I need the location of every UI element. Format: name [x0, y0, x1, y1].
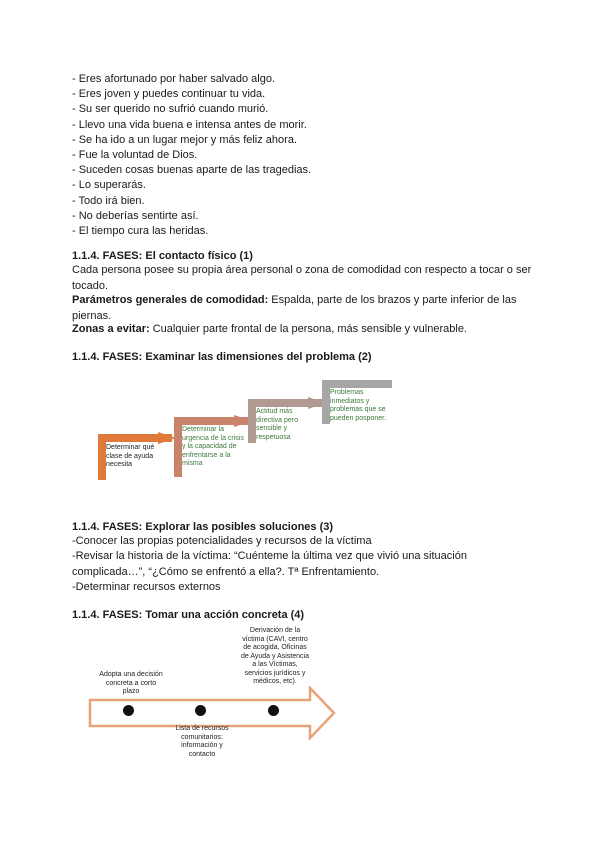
comfort-params-text: Espalda, parte de los brazos y parte inferior de las piernas.: [72, 294, 517, 322]
list-item: - Todo irá bien.: [72, 194, 145, 207]
timeline-label-top-left: Adopta una decisión concreta a corto plazo: [99, 671, 163, 695]
comfort-params-label: Parámetros generales de comodidad:: [72, 294, 269, 306]
timeline-dot-3: [268, 705, 279, 716]
list-item: - Llevo una vida buena e intensa antes de morir.: [72, 118, 307, 131]
timeline-dot-2: [195, 705, 206, 716]
avoid-zones-text: Cualquier parte frontal de la persona, más sensible y vulnerable.: [149, 323, 467, 335]
list-item: - Eres afortunado por haber salvado algo.: [72, 73, 276, 85]
avoid-zones-label: Zonas a evitar:: [72, 323, 150, 335]
section-1-title: 1.1.4. FASES: El contacto físico (1): [72, 250, 253, 262]
list-item: - Fue la voluntad de Dios.: [72, 148, 198, 161]
section-1-intro: Cada persona posee su propia área personal o zona de comodidad con respecto a tocar o ser tocado.: [72, 264, 532, 292]
section-2-title: 1.1.4. FASES: Examinar las dimensiones del problema (2): [72, 351, 372, 363]
list-item: - Lo superarás.: [72, 179, 146, 192]
list-item: - Suceden cosas buenas aparte de las tragedias.: [72, 164, 312, 177]
list-item: - Eres joven y puedes continuar tu vida.: [72, 88, 266, 101]
list-item: - No deberías sentirte así.: [72, 209, 199, 222]
timeline-label-top-right: Derivación de la víctima (CAVI, centro de acogida, Oficinas de Ayuda y Asistencia a las Víctimas, servicios jurídicos y médicos, etc).: [241, 627, 309, 685]
section-3-line-3: -Determinar recursos externos: [72, 581, 221, 593]
step-4-text: Problemas inmediatos y problemas que se pueden posponer.: [330, 389, 387, 422]
section-3-line-2: -Revisar la historia de la víctima: “Cuénteme la última vez que vivió una situación complicada…”, “¿Cómo se enfrentó a ella?. Tª Enfrentamiento.: [72, 550, 467, 578]
timeline-label-bottom: Lista de recursos comunitarios: información y contacto: [175, 725, 229, 758]
section-3-line-1: -Conocer las propias potencialidades y recursos de la víctima: [72, 535, 372, 547]
list-item: - El tiempo cura las heridas.: [72, 224, 209, 237]
section-4-title: 1.1.4. FASES: Tomar una acción concreta (4): [72, 609, 305, 621]
list-item: - Su ser querido no sufrió cuando murió.: [72, 103, 269, 116]
timeline-dot-1: [123, 705, 134, 716]
section-3-title: 1.1.4. FASES: Explorar las posibles soluciones (3): [72, 521, 334, 533]
step-1-text: Determinar qué clase de ayuda necesita: [106, 444, 155, 468]
step-3-text: Actitud más directiva pero sensible y respetuosa: [256, 408, 299, 441]
step-2-text: Determinar la urgencia de la crisis y la capacidad de enfrentarse a la misma: [182, 426, 244, 467]
list-item: - Se ha ido a un lugar mejor y más feliz ahora.: [72, 133, 298, 146]
